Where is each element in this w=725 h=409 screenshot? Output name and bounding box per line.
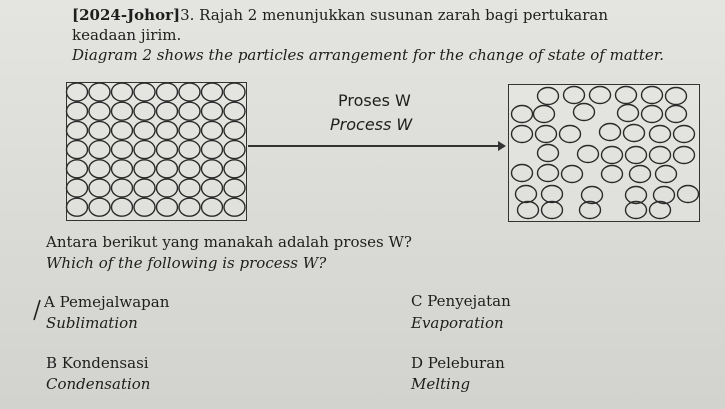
option-b-label: B Kondensasi (46, 354, 149, 372)
option-b-english: Condensation (46, 375, 151, 393)
question-source-tag: [2024-Johor] (72, 6, 181, 24)
prompt-text-ms: Antara berikut yang manakah adalah proses W? (46, 233, 412, 251)
option-a-english: Sublimation (46, 314, 138, 332)
question-line-2: keadaan jirim. (72, 26, 182, 44)
option-c-label: C Penyejatan (411, 292, 511, 310)
process-label-ms: Proses W (338, 91, 411, 110)
option-d-english: Melting (411, 375, 471, 393)
option-a-label: A Pemejalwapan (44, 293, 170, 311)
question-text-en: Diagram 2 shows the particles arrangement for the change of state of matter. (72, 46, 665, 64)
option-c-english: Evaporation (411, 314, 504, 332)
prompt-text-en: Which of the following is process W? (46, 254, 327, 272)
process-label-en: Process W (330, 115, 413, 134)
question-text-ms: 3. Rajah 2 menunjukkan susunan zarah bagi pertukaran (180, 6, 609, 24)
option-d-label: D Peleburan (411, 354, 505, 372)
